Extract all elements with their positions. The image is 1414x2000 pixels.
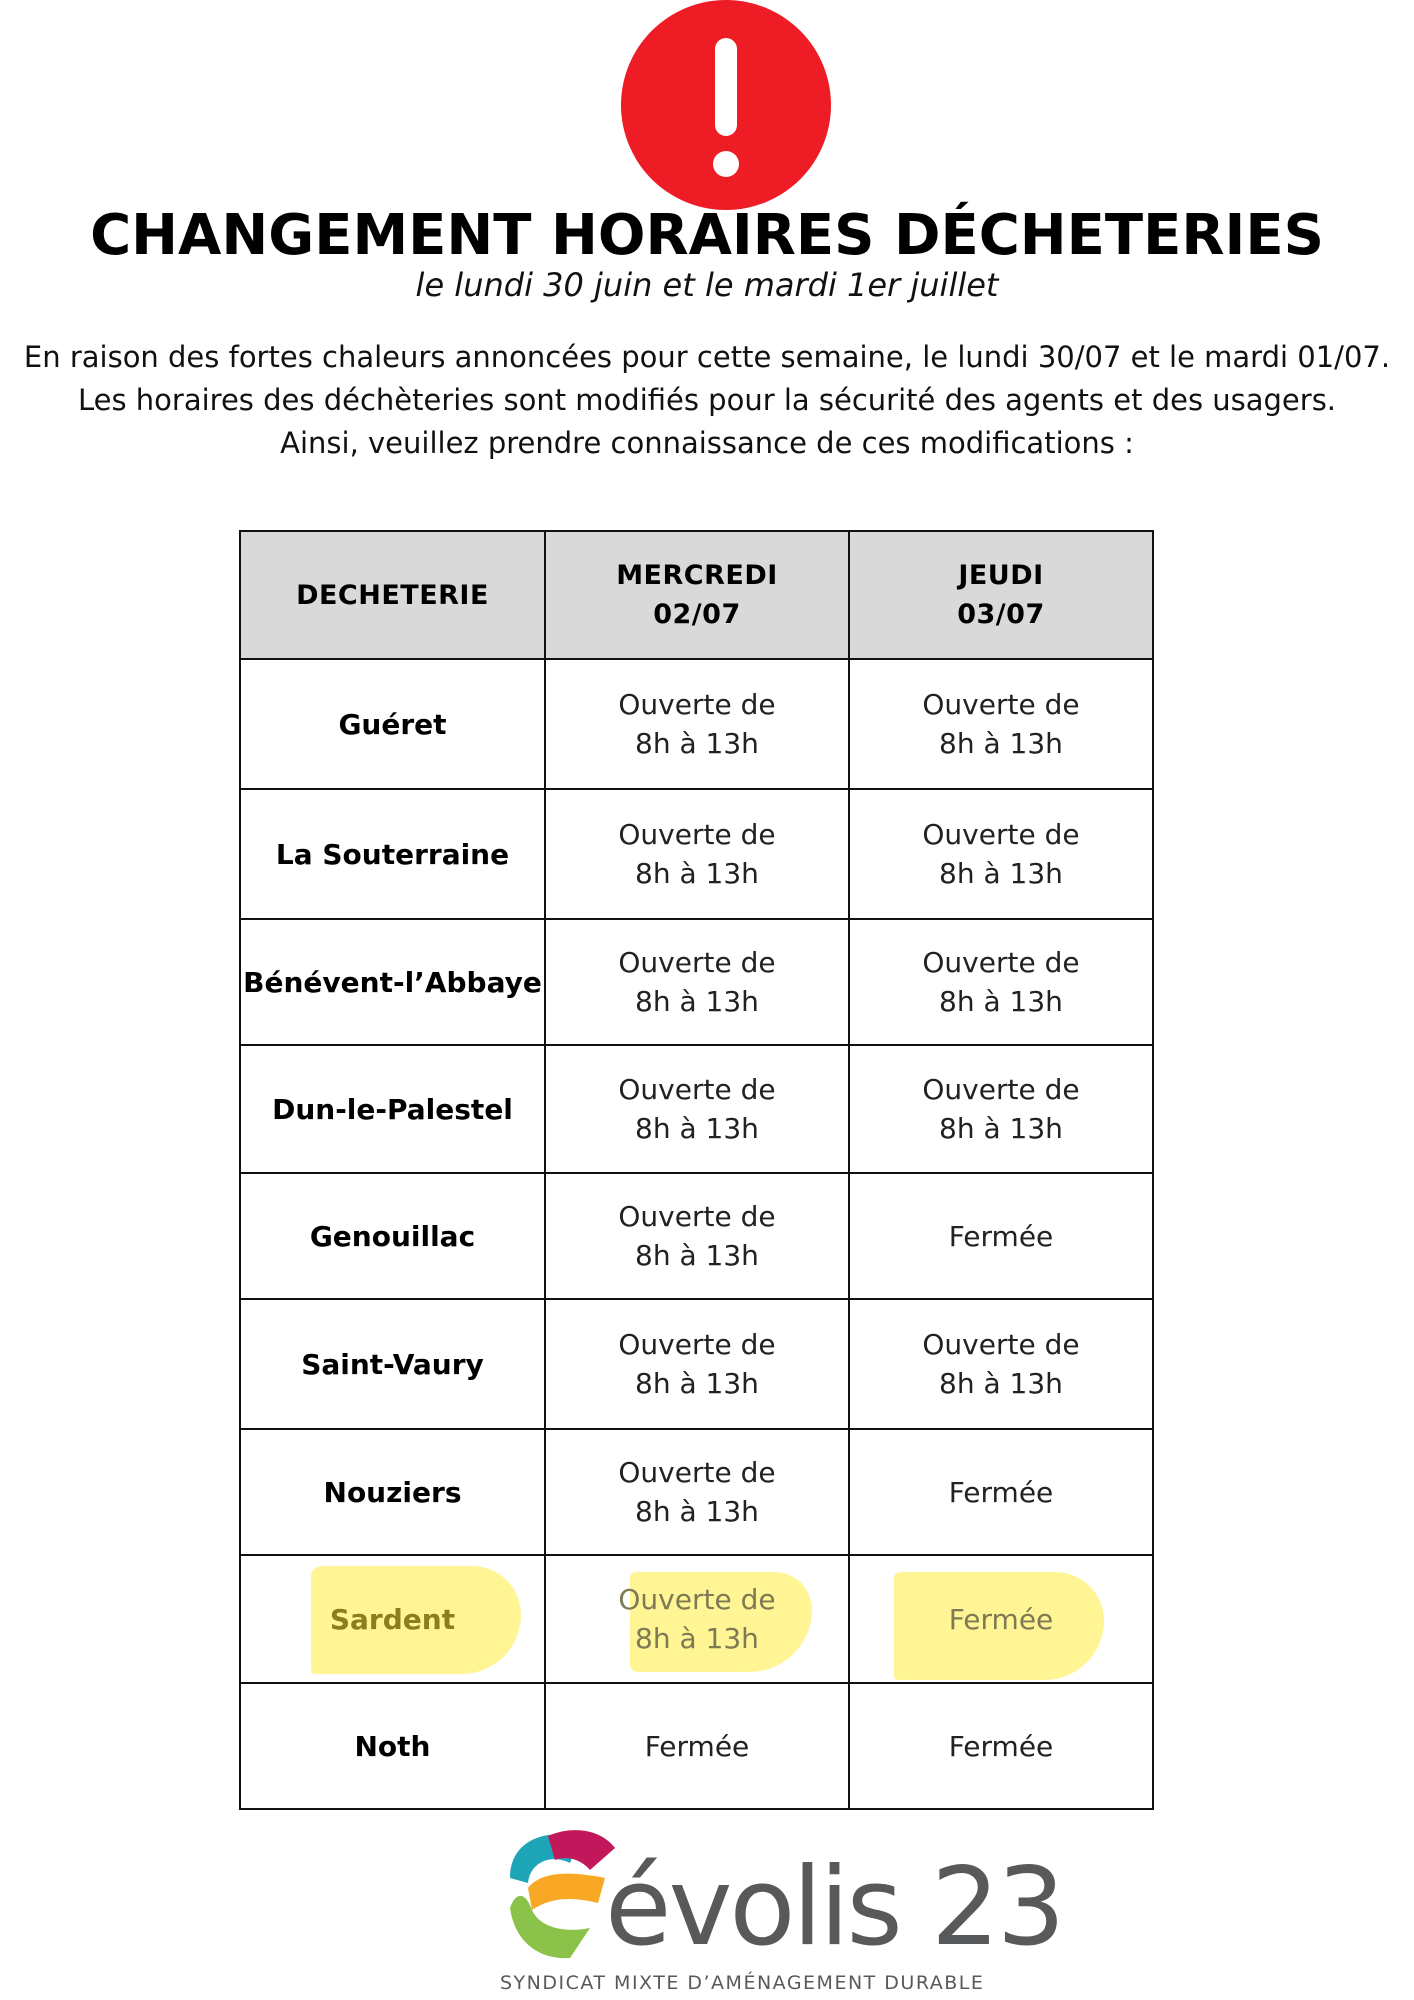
- cell-line: Ouverte de: [618, 1073, 776, 1106]
- cell-line: Ouverte de: [618, 946, 776, 979]
- cell-thursday: [849, 919, 1153, 1045]
- cell-wednesday: [545, 1683, 849, 1809]
- table-row: [240, 789, 1153, 919]
- table-row: [240, 1429, 1153, 1555]
- cell-line: Ouverte de: [618, 818, 776, 851]
- cell-wednesday: [545, 919, 849, 1045]
- cell-line: Fermée: [948, 1219, 1054, 1253]
- cell-line: Ouverte de: [618, 688, 776, 721]
- intro-line-3: Ainsi, veuillez prendre connaissance de ces modifications :: [280, 426, 1134, 460]
- cell-line: Ouverte de: [922, 818, 1080, 851]
- cell-decheterie-name: Sardent: [240, 1555, 545, 1683]
- cell-wednesday: [545, 1173, 849, 1299]
- logo-tagline: SYNDICAT MIXTE D’AMÉNAGEMENT DURABLE: [500, 1972, 985, 1994]
- cell-line: Ouverte de: [922, 688, 1080, 721]
- cell-line: Ouverte de: [922, 1328, 1080, 1361]
- cell-line: 8h à 13h: [939, 1112, 1063, 1145]
- table-row: [240, 1555, 1153, 1683]
- exclamation-circle-icon: [621, 0, 831, 210]
- table-row: [240, 1045, 1153, 1173]
- cell-wednesday: [545, 1045, 849, 1173]
- page-subtitle: le lundi 30 juin et le mardi 1er juillet: [415, 266, 999, 304]
- cell-thursday: [849, 789, 1153, 919]
- cell-line: Fermée: [948, 1729, 1054, 1763]
- cell-thursday: [849, 1555, 1153, 1683]
- cell-line: 8h à 13h: [635, 857, 759, 890]
- cell-thursday: [849, 659, 1153, 789]
- cell-thursday: [849, 1429, 1153, 1555]
- table-row: [240, 659, 1153, 789]
- table-row: [240, 1173, 1153, 1299]
- cell-decheterie-name: Bénévent-l’Abbaye: [240, 919, 545, 1045]
- cell-thursday: [849, 1683, 1153, 1809]
- cell-line: 8h à 13h: [635, 1367, 759, 1400]
- cell-line: 8h à 13h: [635, 1622, 759, 1655]
- page-title: CHANGEMENT HORAIRES DÉCHETERIES: [90, 203, 1324, 268]
- cell-decheterie-name: Nouziers: [240, 1429, 545, 1555]
- cell-wednesday: [545, 1555, 849, 1683]
- cell-line: Fermée: [948, 1602, 1054, 1636]
- cell-line: 8h à 13h: [635, 1112, 759, 1145]
- cell-line: 8h à 13h: [939, 985, 1063, 1018]
- cell-line: Ouverte de: [618, 1456, 776, 1489]
- cell-thursday: [849, 1173, 1153, 1299]
- cell-decheterie-name: Guéret: [240, 659, 545, 789]
- cell-decheterie-name: Saint-Vaury: [240, 1299, 545, 1429]
- schedule-table: [239, 530, 1154, 1810]
- cell-line: Ouverte de: [922, 946, 1080, 979]
- cell-decheterie-name: Noth: [240, 1683, 545, 1809]
- table-row: [240, 1683, 1153, 1809]
- intro-line-1: En raison des fortes chaleurs annoncées pour cette semaine, le lundi 30/07 et le mardi 01/07.: [23, 340, 1391, 374]
- cell-line: Ouverte de: [922, 1073, 1080, 1106]
- cell-line: Fermée: [644, 1729, 750, 1763]
- cell-line: 8h à 13h: [635, 1239, 759, 1272]
- table-body: [240, 659, 1153, 1809]
- cell-wednesday: [545, 659, 849, 789]
- cell-wednesday: [545, 789, 849, 919]
- cell-line: Ouverte de: [618, 1328, 776, 1361]
- cell-thursday: [849, 1045, 1153, 1173]
- intro-text: [0, 336, 1414, 465]
- cell-wednesday: [545, 1429, 849, 1555]
- header-decheterie: DECHETERIE: [240, 531, 545, 659]
- cell-line: 8h à 13h: [939, 857, 1063, 890]
- cell-decheterie-name: Genouillac: [240, 1173, 545, 1299]
- cell-line: 8h à 13h: [939, 1367, 1063, 1400]
- cell-wednesday: [545, 1299, 849, 1429]
- header-thursday: JEUDI 03/07: [849, 531, 1153, 659]
- cell-line: Ouverte de: [618, 1583, 776, 1616]
- cell-line: 8h à 13h: [635, 985, 759, 1018]
- intro-line-2: Les horaires des déchèteries sont modifiés pour la sécurité des agents et des usagers.: [77, 383, 1337, 417]
- cell-thursday: [849, 1299, 1153, 1429]
- cell-decheterie-name: Dun-le-Palestel: [240, 1045, 545, 1173]
- logo-name: évolis 23: [605, 1845, 1063, 1970]
- header-wednesday: MERCREDI 02/07: [545, 531, 849, 659]
- cell-line: Fermée: [948, 1475, 1054, 1509]
- cell-line: 8h à 13h: [635, 1495, 759, 1528]
- cell-line: 8h à 13h: [635, 727, 759, 760]
- cell-line: 8h à 13h: [939, 727, 1063, 760]
- cell-decheterie-name: La Souterraine: [240, 789, 545, 919]
- cell-line: Ouverte de: [618, 1200, 776, 1233]
- table-row: [240, 1299, 1153, 1429]
- table-row: [240, 919, 1153, 1045]
- table-header-row: [240, 531, 1153, 659]
